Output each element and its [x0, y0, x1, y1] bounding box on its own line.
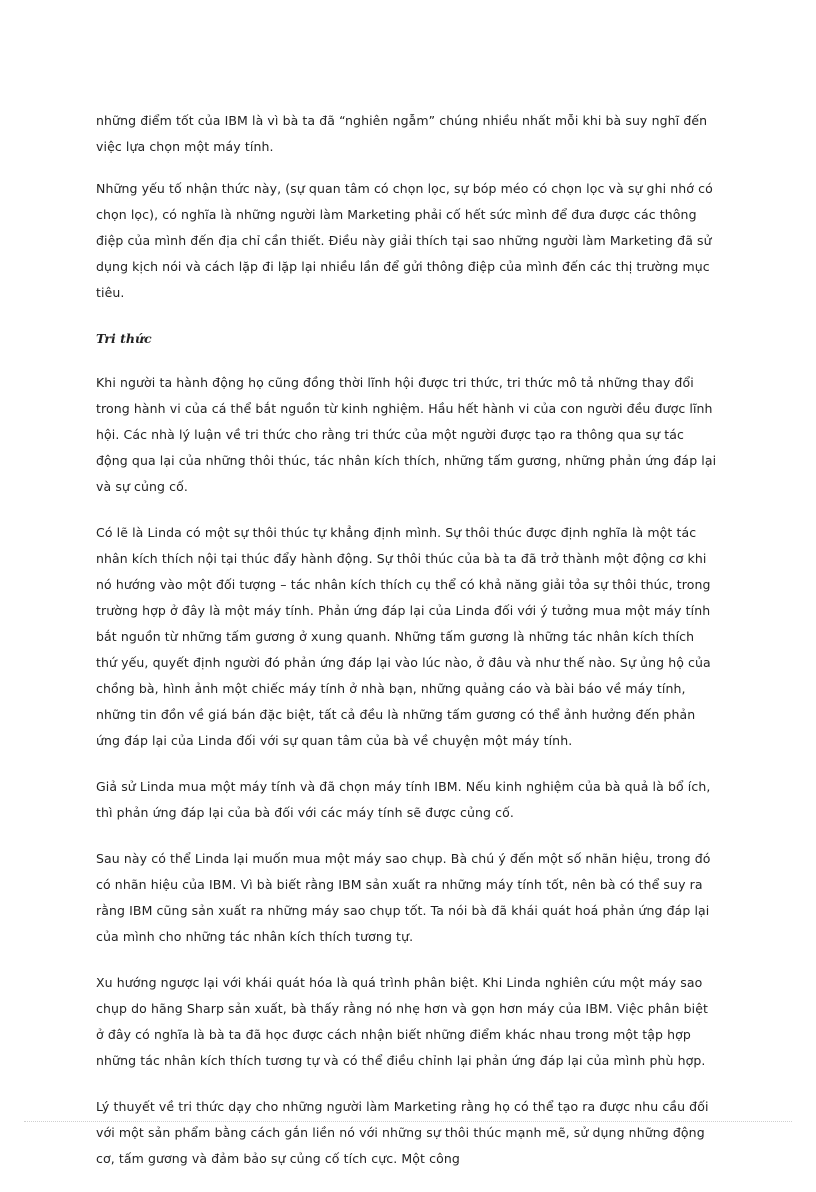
paragraph: Giả sử Linda mua một máy tính và đã chọn máy tính IBM. Nếu kinh nghiệm của bà quả là bổ ích, thì phản ứng đáp lại của bà đối với các máy tính sẽ được củng cố.: [96, 779, 711, 820]
document-body: [96, 108, 718, 1192]
section-heading: Tri thức: [96, 331, 152, 346]
paragraph: Lý thuyết về tri thức dạy cho những người làm Marketing rằng họ có thể tạo ra được nhu cầu đối với một sản phẩm bằng cách gắn liền nó với những sự thôi thúc mạnh mẽ, sử dụng những động cơ, tấm gương và đảm bảo sự củng cố tích cực. Một công: [96, 1099, 709, 1166]
paragraph: Sau này có thể Linda lại muốn mua một máy sao chụp. Bà chú ý đến một số nhãn hiệu, trong đó có nhãn hiệu của IBM. Vì bà biết rằng IBM sản xuất ra những máy tính tốt, nên bà có thể suy ra rằng IBM cũng sản xuất ra những máy sao chụp tốt. Ta nói bà đã khái quát hoá phản ứng đáp lại của mình cho những tác nhân kích thích tương tự.: [96, 851, 711, 944]
paragraph: những điểm tốt của IBM là vì bà ta đã “nghiên ngẫm” chúng nhiều nhất mỗi khi bà suy nghĩ đến việc lựa chọn một máy tính.: [96, 113, 708, 154]
page-bottom-divider: [24, 1121, 792, 1122]
paragraph: Khi người ta hành động họ cũng đồng thời lĩnh hội được tri thức, tri thức mô tả những thay đổi trong hành vi của cá thể bắt nguồn từ kinh nghiệm. Hầu hết hành vi của con người đều được lĩnh hội. Các nhà lý luận về tri thức cho rằng tri thức của một người được tạo ra thông qua sự tác động qua lại của những thôi thúc, tác nhân kích thích, những tấm gương, những phản ứng đáp lại và sự củng cố.: [96, 375, 717, 494]
paragraph: Những yếu tố nhận thức này, (sự quan tâm có chọn lọc, sự bóp méo có chọn lọc và sự ghi nhớ có chọn lọc), có nghĩa là những người làm Marketing phải cố hết sức mình để đưa được các thông điệp của mình đến địa chỉ cần thiết. Điều này giải thích tại sao những người làm Marketing đã sử dụng kịch nói và cách lặp đi lặp lại nhiều lần để gửi thông điệp của mình đến các thị trường mục tiêu.: [96, 181, 713, 300]
paragraph: Xu hướng ngược lại với khái quát hóa là quá trình phân biệt. Khi Linda nghiên cứu một máy sao chụp do hãng Sharp sản xuất, bà thấy rằng nó nhẹ hơn và gọn hơn máy của IBM. Việc phân biệt ở đây có nghĩa là bà ta đã học được cách nhận biết những điểm khác nhau trong một tập hợp những tác nhân kích thích tương tự và có thể điều chỉnh lại phản ứng đáp lại của mình phù hợp.: [96, 975, 709, 1068]
paragraph: Có lẽ là Linda có một sự thôi thúc tự khẳng định mình. Sự thôi thúc được định nghĩa là một tác nhân kích thích nội tại thúc đẩy hành động. Sự thôi thúc của bà ta đã trở thành một động cơ khi nó hướng vào một đối tượng – tác nhân kích thích cụ thể có khả năng giải tỏa sự thôi thúc, trong trường hợp ở đây là một máy tính. Phản ứng đáp lại của Linda đối với ý tưởng mua một máy tính bắt nguồn từ những tấm gương ở xung quanh. Những tấm gương là những tác nhân kích thích thứ yếu, quyết định người đó phản ứng đáp lại vào lúc nào, ở đâu và như thế nào. Sự ủng hộ của chồng bà, hình ảnh một chiếc máy tính ở nhà bạn, những quảng cáo và bài báo về máy tính, những tin đồn về giá bán đặc biệt, tất cả đều là những tấm gương có thể ảnh hưởng đến phản ứng đáp lại của Linda đối với sự quan tâm của bà về chuyện một máy tính.: [96, 525, 711, 748]
